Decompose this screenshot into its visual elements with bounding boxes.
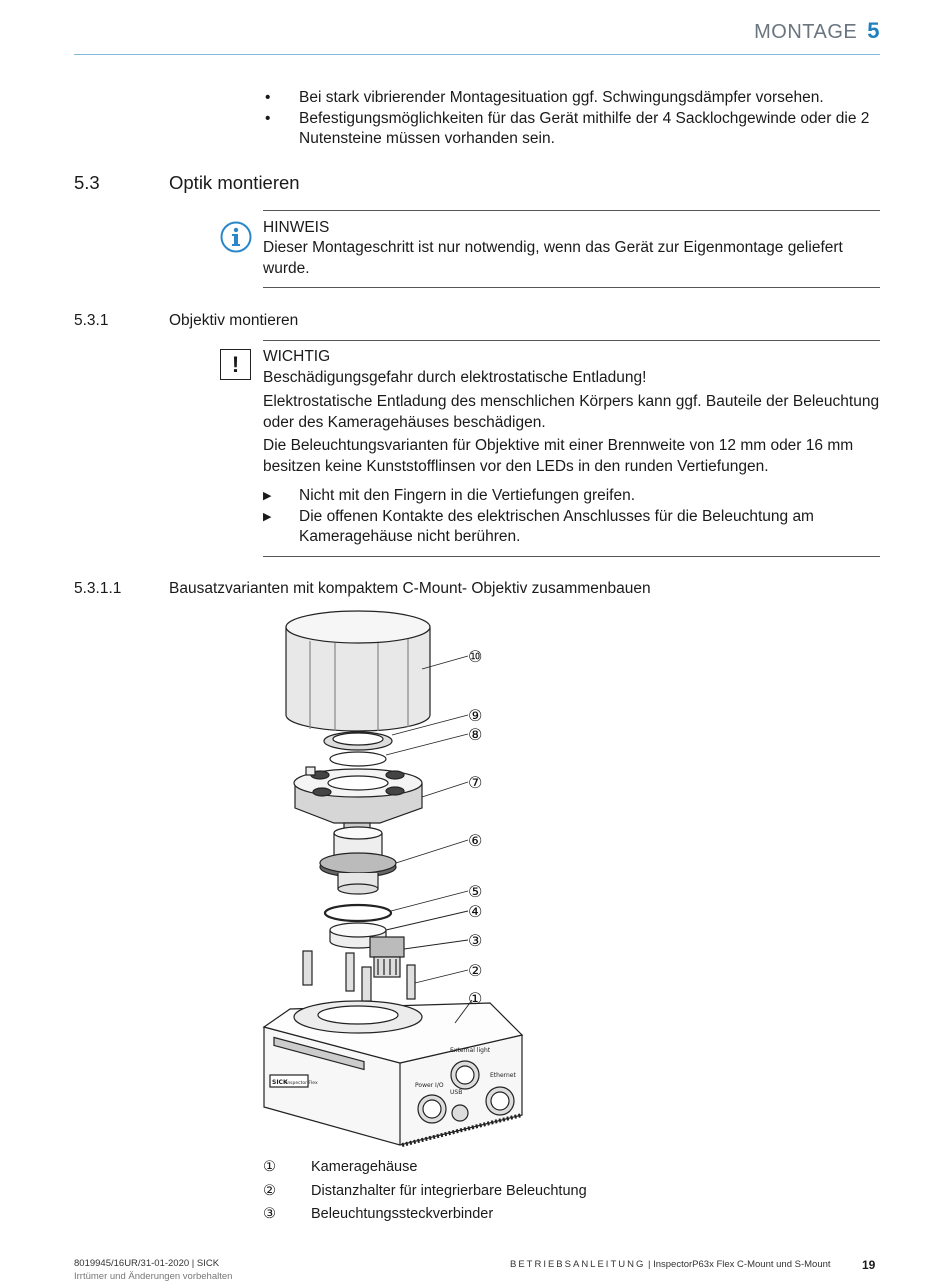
action-list <box>263 486 883 548</box>
note-title: HINWEIS <box>263 219 330 236</box>
callout-number: ② <box>468 961 483 980</box>
header-section-number: 5 <box>867 18 880 43</box>
footer-doc-type: BETRIEBSANLEITUNG <box>510 1259 646 1270</box>
page-number: 19 <box>862 1258 876 1272</box>
filter-disc-part <box>330 752 386 766</box>
warning-bottom-rule <box>263 556 880 557</box>
subsubsection-title: Bausatzvarianten mit kompaktem C-Mount- Objektiv zusammenbauen <box>169 580 651 597</box>
subsubsection-number: 5.3.1.1 <box>74 580 122 597</box>
callout-number: ① <box>468 989 483 1008</box>
cover-tube-part <box>286 611 430 731</box>
warning-title: WICHTIG <box>263 348 331 365</box>
external-light-label: External light <box>450 1047 491 1054</box>
warning-top-rule <box>263 340 880 341</box>
section-number: 5.3 <box>74 172 100 193</box>
section-title: Optik montieren <box>169 172 300 193</box>
note-body: Dieser Montageschritt ist nur notwendig, wenn das Gerät zur Eigenmontage geliefert wurde. <box>263 239 843 277</box>
ethernet-label: Ethernet <box>490 1072 516 1079</box>
callout-number: ⑩ <box>468 647 483 666</box>
header-section-title: MONTAGE <box>754 21 858 43</box>
callout-number: ⑤ <box>468 882 483 901</box>
info-icon <box>220 221 252 253</box>
callout-number: ⑥ <box>468 831 483 850</box>
legend-number: ③ <box>263 1206 276 1222</box>
callout-number: ⑧ <box>468 725 483 744</box>
exclamation-symbol: ! <box>231 352 240 377</box>
list-item: • Befestigungsmöglichkeiten für das Gerät mithilfe der 4 Sacklochgewinde oder die 2 Nutensteine müssen vorhanden sein. <box>263 109 883 150</box>
legend-text: Beleuchtungssteckverbinder <box>311 1206 494 1222</box>
exploded-assembly-figure <box>250 605 550 1155</box>
o-ring-part <box>325 905 391 921</box>
subsection-title: Objektiv montieren <box>169 312 299 329</box>
footer-doc-info <box>74 1258 232 1283</box>
warning-subtitle: Beschädigungsgefahr durch elektrostatische Entladung! <box>263 369 647 386</box>
lens-part <box>320 827 396 894</box>
warning-paragraph: Die Beleuchtungsvarianten für Objektive mit einer Brennweite von 12 mm oder 16 mm besitzen keine Kunststofflinsen vor den LEDs in den runden Vertiefungen. <box>263 437 854 475</box>
note-bottom-rule <box>263 287 880 288</box>
note-top-rule <box>263 210 880 211</box>
model-label: Inspector Flex <box>286 1081 318 1086</box>
power-io-label: Power I/O <box>415 1082 444 1089</box>
footer-title <box>510 1259 831 1270</box>
callout-number: ⑨ <box>468 706 483 725</box>
intro-bullet-list <box>263 88 883 150</box>
list-item: • Bei stark vibrierender Montagesituation ggf. Schwingungsdämpfer vorsehen. <box>263 88 883 109</box>
illumination-connector-part <box>370 937 404 977</box>
warning-paragraph: Elektrostatische Entladung des menschlichen Körpers kann ggf. Bauteile der Beleuchtung oder des Kameragehäuses beschädigen. <box>263 393 880 431</box>
footer-product: | InspectorP63x Flex C-Mount und S-Mount <box>645 1259 831 1270</box>
callout-number: ③ <box>468 931 483 950</box>
usb-label: USB <box>450 1089 463 1096</box>
legend-number: ② <box>263 1182 276 1199</box>
running-header <box>754 18 880 44</box>
footer-disclaimer: Irrtümer und Änderungen vorbehalten <box>74 1270 233 1282</box>
brand-label: SICK <box>272 1079 288 1086</box>
exclamation-icon <box>220 349 251 380</box>
legend-text: Kameragehäuse <box>311 1159 418 1175</box>
action-item: ▶ Die offenen Kontakte des elektrischen Anschlusses für die Beleuchtung am Kameragehäuse nicht berühren. <box>263 507 883 548</box>
legend-number: ① <box>263 1159 276 1175</box>
legend-text: Distanzhalter für integrierbare Beleuchtung <box>311 1182 587 1199</box>
subsection-number: 5.3.1 <box>74 312 109 329</box>
camera-housing-part <box>264 1001 522 1145</box>
callout-number: ⑦ <box>468 773 483 792</box>
footer-doc-id: 8019945/16UR/31-01-2020 | SICK <box>74 1258 220 1269</box>
header-divider <box>74 54 880 55</box>
action-item: ▶ Nicht mit den Fingern in die Vertiefungen greifen. <box>263 486 883 507</box>
callout-number: ④ <box>468 902 483 921</box>
